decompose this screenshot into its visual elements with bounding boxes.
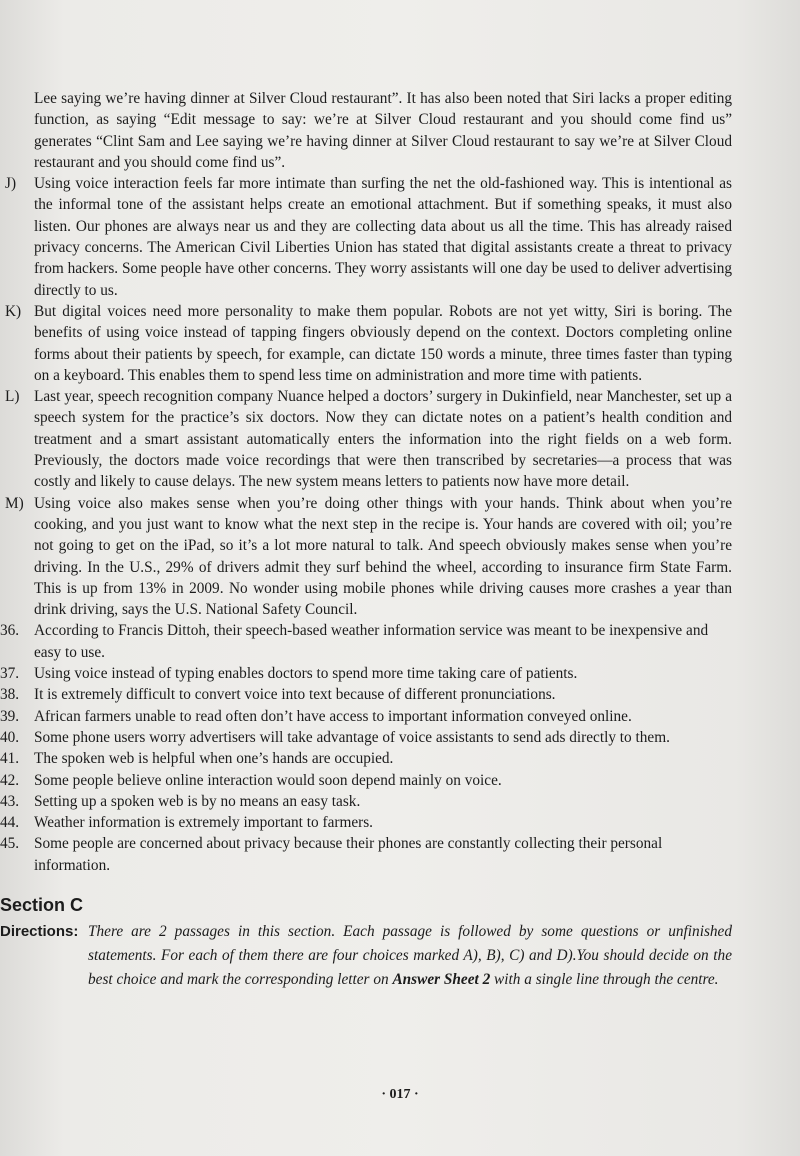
paragraph-k	[0, 301, 800, 386]
question-text: Some phone users worry advertisers will take advantage of voice assistants to send ads directly to them.	[34, 728, 670, 746]
paragraph-j	[0, 173, 800, 301]
question-text: African farmers unable to read often don’t have access to important information conveyed online.	[34, 707, 632, 725]
question-number: 44.	[0, 814, 20, 832]
question-41	[0, 748, 800, 769]
question-40	[0, 727, 800, 748]
paragraph-label: L)	[5, 388, 20, 406]
question-text: According to Francis Dittoh, their speech-based weather information service was meant to be inexpensive and easy to use.	[34, 622, 709, 661]
question-text: Some people are concerned about privacy because their phones are constantly collecting their personal information.	[34, 835, 663, 874]
paragraph-i-continuation: Lee saying we’re having dinner at Silver Cloud restaurant”. It has also been noted that Siri lacks a proper editing function, as saying “Edit message to say: we’re at Silver Cloud restaurant and you should come find us” generates “Clint Sam and Lee saying we’re having dinner at Silver Cloud restaurant to say we’re at Silver Cloud restaurant and you should come find us”.	[34, 90, 732, 171]
question-number: 40.	[0, 728, 20, 746]
question-text: Using voice instead of typing enables doctors to spend more time taking care of patients.	[34, 665, 578, 683]
question-text: Some people believe online interaction would soon depend mainly on voice.	[34, 771, 502, 789]
paragraph-text: Using voice also makes sense when you’re doing other things with your hands. Think about when you’re cooking, and you just want to know what the next step in the recipe is. Your hands are covered with oil; you’re not going to get on the iPad, so it’s a lot more natural to talk. And speech obviously makes sense when you’re driving. In the U.S., 29% of drivers admit they surf behind the wheel, according to insurance firm State Farm. This is up from 13% in 2009. No wonder using mobile phones while driving causes more crashes a year than drink driving, says the U.S. National Safety Council.	[34, 494, 732, 619]
page-content	[0, 88, 800, 992]
paragraph-label: M)	[5, 494, 24, 512]
question-44	[0, 812, 800, 833]
directions-label: Directions:	[0, 922, 79, 940]
question-number: 42.	[0, 771, 20, 789]
question-number: 37.	[0, 665, 20, 683]
question-38	[0, 684, 800, 705]
paragraph-text: But digital voices need more personality to make them popular. Robots are not yet witty, Siri is boring. The benefits of using voice instead of tapping fingers obviously depend on the context. Doctors completing online forms about their patients by speech, for example, can dictate 150 words a minute, three times faster than typing on a keyboard. This enables them to spend less time on administration and more time with patients.	[34, 302, 732, 384]
paragraph-l	[0, 386, 800, 492]
question-number: 39.	[0, 707, 20, 725]
question-45	[0, 833, 800, 876]
question-number: 41.	[0, 750, 20, 768]
question-number: 45.	[0, 835, 20, 853]
directions-text: There are 2 passages in this section. Each passage is followed by some questions or unfinished statements. For each of them there are four choices marked A), B), C) and D).You should decide on the best choice and mark the corresponding letter on	[88, 922, 732, 988]
paragraph-label: J)	[5, 175, 17, 193]
question-37	[0, 663, 800, 684]
question-42	[0, 770, 800, 791]
question-text: Weather information is extremely important to farmers.	[34, 814, 374, 832]
question-number: 43.	[0, 792, 20, 810]
page-number: · 017 ·	[381, 1087, 419, 1102]
section-heading: Section C	[0, 894, 84, 915]
directions-text-end: with a single line through the centre.	[490, 970, 719, 988]
question-number: 38.	[0, 686, 20, 704]
paragraph-text: Using voice interaction feels far more intimate than surfing the net the old-fashioned way. This is intentional as the informal tone of the assistant helps create an emotional attachment. But if something speaks, it must also listen. Our phones are always near us and they are collecting data about us all the time. This has already raised privacy concerns. The American Civil Liberties Union has stated that digital assistants create a threat to privacy from hackers. Some people have other concerns. They worry assistants will one day be used to deliver advertising directly to us.	[34, 175, 732, 299]
paragraph-text: Last year, speech recognition company Nuance helped a doctors’ surgery in Dukinfield, near Manchester, set up a speech system for the practice’s six doctors. Now they can dictate notes on a patient’s health condition and treatment and a smart assistant automatically enters the information into the right fields on a web form. Previously, the doctors made voice recordings that were then transcribed by secretaries—a process that was costly and likely to cause delays. The new system means letters to patients now have more detail.	[34, 388, 732, 491]
paragraph-m	[0, 493, 800, 621]
answer-sheet-emphasis: Answer Sheet 2	[392, 970, 491, 988]
paragraph-label: K)	[5, 302, 22, 320]
question-36	[0, 620, 800, 663]
question-text: It is extremely difficult to convert voice into text because of different pronunciations.	[34, 686, 556, 704]
question-43	[0, 791, 800, 812]
directions	[0, 920, 800, 992]
question-number: 36.	[0, 622, 20, 640]
question-text: Setting up a spoken web is by no means an easy task.	[34, 792, 361, 810]
question-text: The spoken web is helpful when one’s hands are occupied.	[34, 750, 394, 768]
question-39	[0, 706, 800, 727]
